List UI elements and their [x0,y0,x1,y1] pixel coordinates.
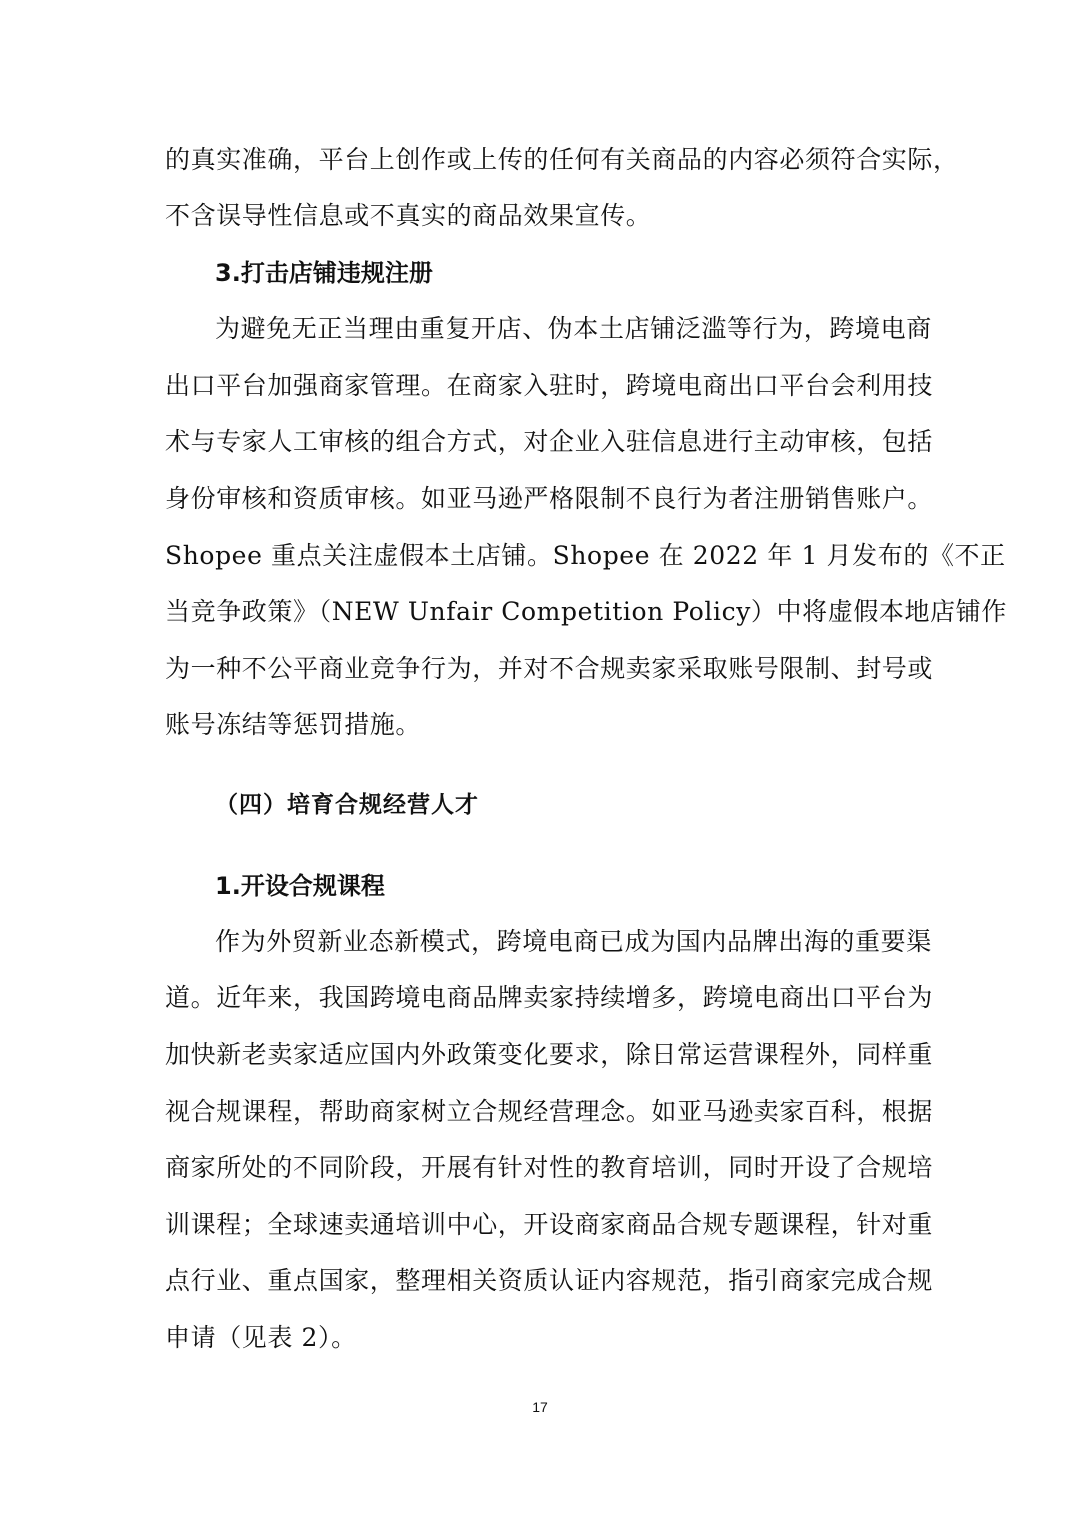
paragraph-line: 商家所处的不同阶段，开展有针对性的教育培训，同时开设了合规培 [165,1153,934,1182]
paragraph-line: 为避免无正当理由重复开店、伪本土店铺泛滥等行为，跨境电商 [215,314,932,343]
paragraph-line: 出口平台加强商家管理。在商家入驻时，跨境电商出口平台会利用技 [165,371,934,400]
paragraph-line: 的真实准确，平台上创作或上传的任何有关商品的内容必须符合实际， [165,145,959,174]
paragraph-line: 身份审核和资质审核。如亚马逊严格限制不良行为者注册销售账户。 [165,484,934,513]
page-number: 17 [532,1399,548,1415]
paragraph-line: 不含误导性信息或不真实的商品效果宣传。 [165,201,652,230]
paragraph-line: 术与专家人工审核的组合方式，对企业入驻信息进行主动审核，包括 [165,427,934,456]
paragraph-line: 点行业、重点国家，整理相关资质认证内容规范，指引商家完成合规 [165,1266,934,1295]
subsection-heading-1: 1.开设合规课程 [215,872,385,900]
paragraph-line: 作为外贸新业态新模式，跨境电商已成为国内品牌出海的重要渠 [215,927,932,956]
paragraph-line: 加快新老卖家适应国内外政策变化要求，除日常运营课程外，同样重 [165,1040,934,1069]
paragraph-line: 道。近年来，我国跨境电商品牌卖家持续增多，跨境电商出口平台为 [165,983,934,1012]
paragraph-line: Shopee 重点关注虚假本土店铺。Shopee 在 2022 年 1 月发布的《不正 [165,541,1006,570]
paragraph-line: 为一种不公平商业竞争行为，并对不合规卖家采取账号限制、封号或 [165,654,934,683]
paragraph-line: 申请（见表 2）。 [165,1323,357,1352]
subsection-heading-3: 3.打击店铺违规注册 [215,259,433,287]
section-heading-4: （四）培育合规经营人才 [215,791,479,818]
paragraph-line: 当竞争政策》（NEW Unfair Competition Policy）中将虚假本地店铺作 [165,597,1007,626]
paragraph-line: 账号冻结等惩罚措施。 [165,710,422,739]
paragraph-line: 视合规课程，帮助商家树立合规经营理念。如亚马逊卖家百科，根据 [165,1097,934,1126]
paragraph-line: 训课程；全球速卖通培训中心，开设商家商品合规专题课程，针对重 [165,1210,934,1239]
